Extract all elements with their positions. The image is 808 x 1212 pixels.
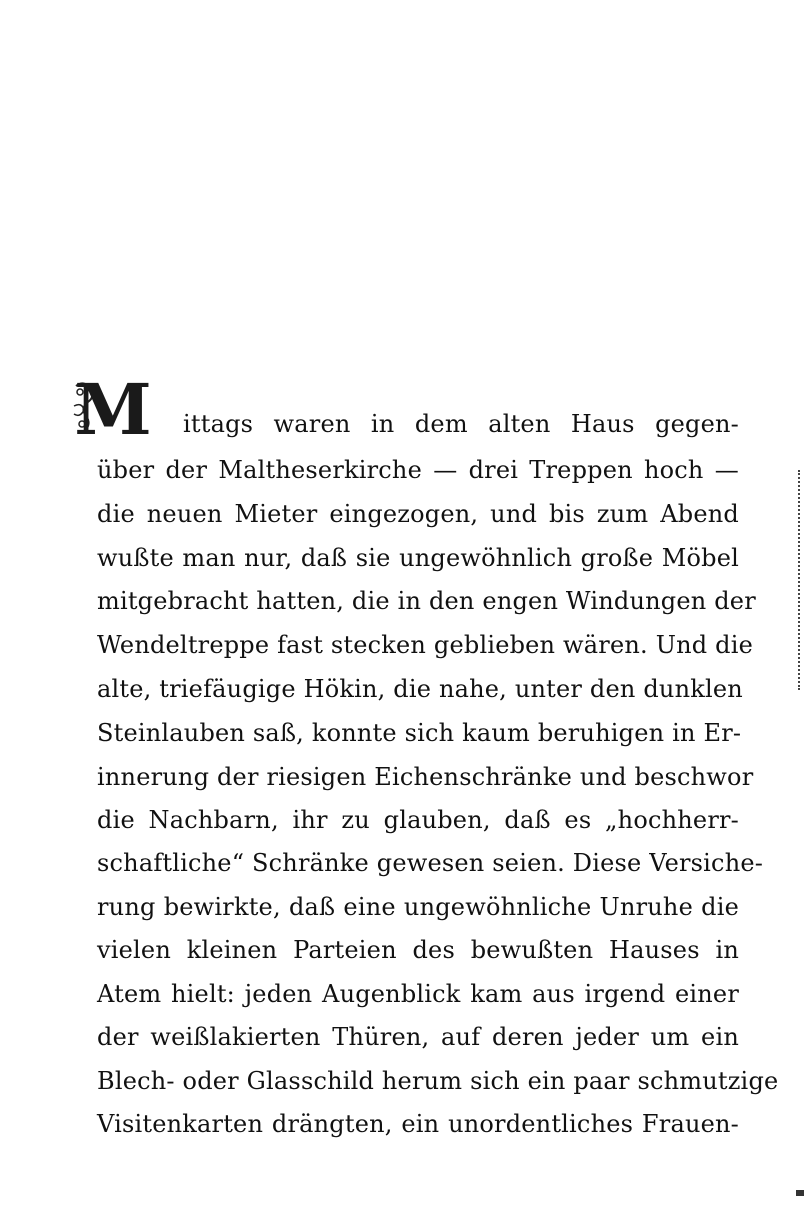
text-line: mitgebracht hatten, die in den engen Windungen der xyxy=(97,587,756,615)
text-line: Wendeltreppe fast stecken geblieben wären. Und die xyxy=(97,631,754,659)
text-line: rung bewirkte, daß eine ungewöhnliche Unruhe die xyxy=(97,893,739,921)
text-line: Steinlauben saß, konnte sich kaum beruhigen in Er- xyxy=(97,719,742,747)
text-line: Visitenkarten drängten, ein unordentliches Frauen- xyxy=(97,1110,739,1138)
text-line: vielen kleinen Parteien des bewußten Hauses in xyxy=(97,936,739,964)
text-line: alte, triefäugige Hökin, die nahe, unter den dunklen xyxy=(97,675,743,703)
text-line: die neuen Mieter eingezogen, und bis zum Abend xyxy=(97,500,739,528)
text-line: innerung der riesigen Eichenschränke und beschwor xyxy=(97,763,754,791)
drop-cap: M xyxy=(74,368,150,451)
text-line: Atem hielt: jeden Augenblick kam aus irgend einer xyxy=(97,980,739,1008)
text-line: Blech- oder Glasschild herum sich ein paar schmutzige xyxy=(97,1067,779,1095)
text-line: ittags waren in dem alten Haus gegen- xyxy=(183,410,739,438)
scan-corner-mark xyxy=(796,1190,804,1196)
text-line: über der Maltheserkirche — drei Treppen hoch — xyxy=(97,456,739,484)
text-line: der weißlakierten Thüren, auf deren jeder um ein xyxy=(97,1023,739,1051)
text-line: schaftliche“ Schränke gewesen seien. Diese Versiche- xyxy=(97,849,764,877)
scan-edge-marks xyxy=(798,470,806,690)
text-line: wußte man nur, daß sie ungewöhnlich große Möbel xyxy=(97,544,739,572)
text-line: die Nachbarn, ihr zu glauben, daß es „hochherr- xyxy=(97,806,739,834)
